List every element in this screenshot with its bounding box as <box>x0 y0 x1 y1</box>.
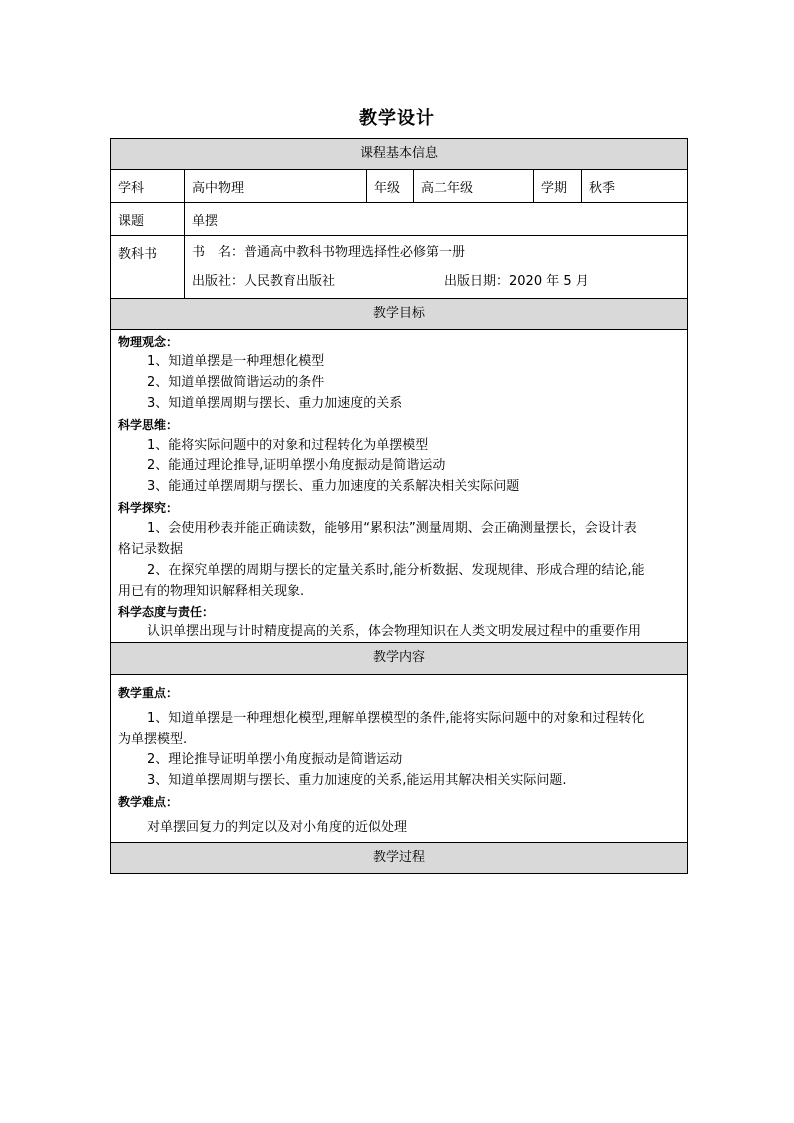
subject-label: 学科 <box>111 170 185 202</box>
inquiry-item-continued: 格记录数据 <box>118 542 184 557</box>
thinking-item: 3、能通过单摆周期与摆长、重力加速度的关系解决相关实际问题 <box>147 479 520 494</box>
key-point-item: 3、知道单摆周期与摆长、重力加速度的关系,能运用其解决相关实际问题. <box>147 773 567 788</box>
thinking-title: 科学思维： <box>118 418 179 432</box>
inquiry-item-continued: 用已有的物理知识解释相关现象. <box>118 584 305 599</box>
thinking-item: 1、能将实际问题中的对象和过程转化为单摆模型 <box>147 438 429 453</box>
basic-info-header: 课程基本信息 <box>111 139 687 170</box>
content-header: 教学内容 <box>111 643 687 675</box>
concept-item: 2、知道单摆做简谐运动的条件 <box>147 375 325 390</box>
inquiry-item: 1、会使用秒表并能正确读数，能够用“累积法”测量周期、会正确测量摆长，会设计表 <box>147 521 637 536</box>
term-label: 学期 <box>534 170 582 202</box>
lesson-plan-table <box>110 138 688 874</box>
textbook-label: 教科书 <box>111 236 185 298</box>
difficulties-title: 教学难点： <box>118 795 179 809</box>
topic-label: 课题 <box>111 203 185 235</box>
concept-item: 3、知道单摆周期与摆长、重力加速度的关系 <box>147 396 403 411</box>
objectives-body <box>111 330 687 643</box>
topic-row <box>111 203 687 236</box>
textbook-row <box>111 236 687 299</box>
content-body <box>111 675 687 843</box>
attitude-item: 认识单摆出现与计时精度提高的关系，体会物理知识在人类文明发展过程中的重要作用 <box>147 624 642 639</box>
term-value: 秋季 <box>589 180 616 196</box>
subject-value: 高中物理 <box>185 170 367 202</box>
objectives-header: 教学目标 <box>111 299 687 330</box>
key-point-item-continued: 为单摆模型. <box>118 732 188 747</box>
concept-item: 1、知道单摆是一种理想化模型 <box>147 354 325 369</box>
concept-title: 物理观念： <box>118 335 179 349</box>
key-point-item: 2、理论推导证明单摆小角度振动是简谐运动 <box>147 752 403 767</box>
inquiry-title: 科学探究： <box>118 501 179 515</box>
process-header: 教学过程 <box>111 843 687 873</box>
inquiry-item: 2、在探究单摆的周期与摆长的定量关系时,能分析数据、发现规律、形成合理的结论,能 <box>147 563 645 578</box>
book-name: 书 名：普通高中教科书物理选择性必修第一册 <box>192 245 466 260</box>
publisher: 出版社：人民教育出版社 <box>192 274 336 289</box>
key-points-title: 教学重点： <box>118 686 179 700</box>
grade-label: 年级 <box>367 170 414 202</box>
thinking-item: 2、能通过理论推导,证明单摆小角度振动是简谐运动 <box>147 458 446 473</box>
publication-date: 出版日期：2020 年 5 月 <box>444 274 589 289</box>
document-title: 教学设计 <box>359 108 435 129</box>
key-point-item: 1、知道单摆是一种理想化模型,理解单摆模型的条件,能将实际问题中的对象和过程转化 <box>147 711 645 726</box>
grade-value: 高二年级 <box>414 170 534 202</box>
attitude-title: 科学态度与责任： <box>118 605 215 619</box>
subject-row <box>111 170 687 203</box>
difficulty-item: 对单摆回复力的判定以及对小角度的近似处理 <box>147 820 408 835</box>
topic-value: 单摆 <box>192 213 219 229</box>
